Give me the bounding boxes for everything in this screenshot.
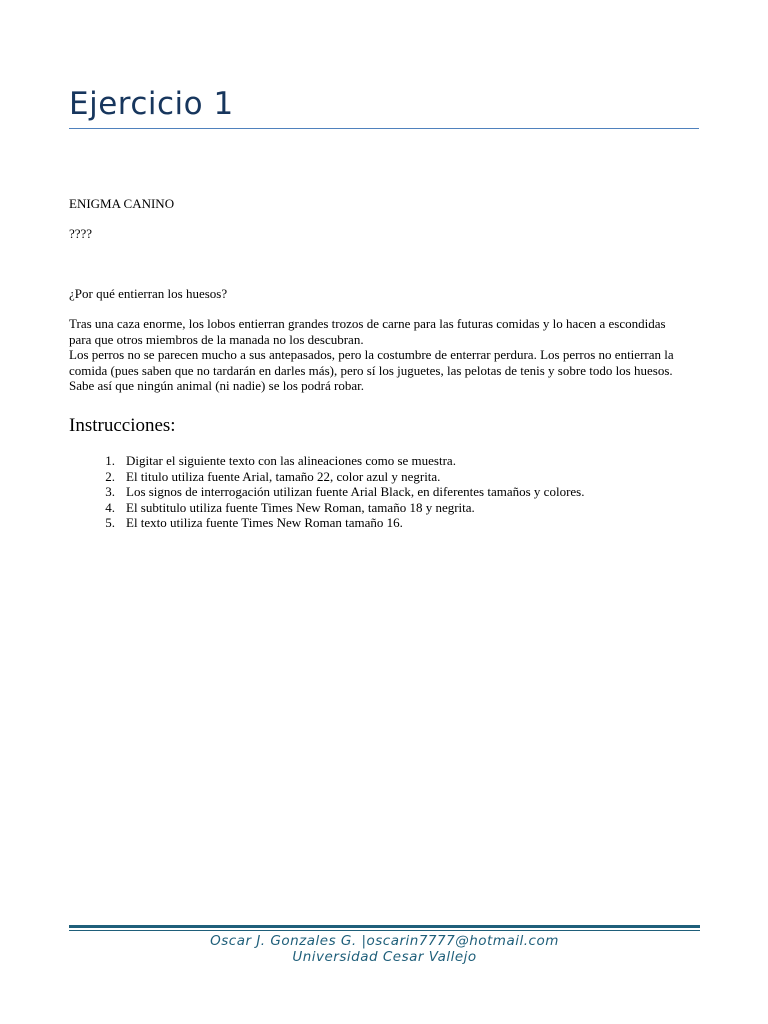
paragraph-2: Los perros no se parecen mucho a sus antepasados, pero la costumbre de enterrar perdura. Los perros no entierran la comida (pues saben que no tardarán en darles más), pero sí los juguetes, las pelotas de tenis y sobre todo los huesos. Sabe así que ningún animal (ni nadie) se los podrá robar.	[69, 347, 674, 393]
list-item	[69, 484, 584, 500]
question-marks: ????	[69, 226, 93, 241]
list-item-number: 3.	[105, 484, 115, 499]
title-divider	[69, 128, 699, 129]
footer-university-line: Universidad Cesar Vallejo	[292, 949, 477, 965]
list-item-number: 4.	[105, 499, 115, 515]
list-item-number: 2.	[105, 468, 115, 484]
question-line: ¿Por qué entierran los huesos?	[69, 286, 228, 301]
list-item	[69, 469, 584, 485]
page-footer	[69, 933, 700, 965]
list-item-text: El texto utiliza fuente Times New Roman tamaño 16.	[126, 515, 403, 530]
list-item	[69, 500, 584, 516]
page-title: Ejercicio 1	[69, 86, 234, 122]
footer-author-line: Oscar J. Gonzales G. |oscarin7777@hotmail.com	[210, 933, 559, 949]
instructions-heading: Instrucciones:	[69, 415, 176, 436]
list-item-number: 1.	[105, 453, 115, 468]
list-item-text: Los signos de interrogación utilizan fuente Arial Black, en diferentes tamaños y colores.	[126, 484, 585, 499]
list-item	[69, 453, 584, 469]
subject-line: ENIGMA CANINO	[69, 196, 175, 211]
list-item-number: 5.	[105, 515, 115, 530]
instructions-list	[69, 453, 584, 531]
list-item-text: El subtitulo utiliza fuente Times New Roman, tamaño 18 y negrita.	[126, 499, 475, 515]
footer-divider-thin	[69, 930, 700, 931]
list-item-text: El titulo utiliza fuente Arial, tamaño 22, color azul y negrita.	[126, 468, 441, 484]
footer-divider-thick	[69, 925, 700, 928]
list-item-text: Digitar el siguiente texto con las alineaciones como se muestra.	[126, 453, 456, 468]
paragraph-1: Tras una caza enorme, los lobos entierran grandes trozos de carne para las futuras comidas y lo hacen a escondidas para que otros miembros de la manada no los descubran.	[69, 316, 666, 347]
list-item	[69, 515, 584, 531]
